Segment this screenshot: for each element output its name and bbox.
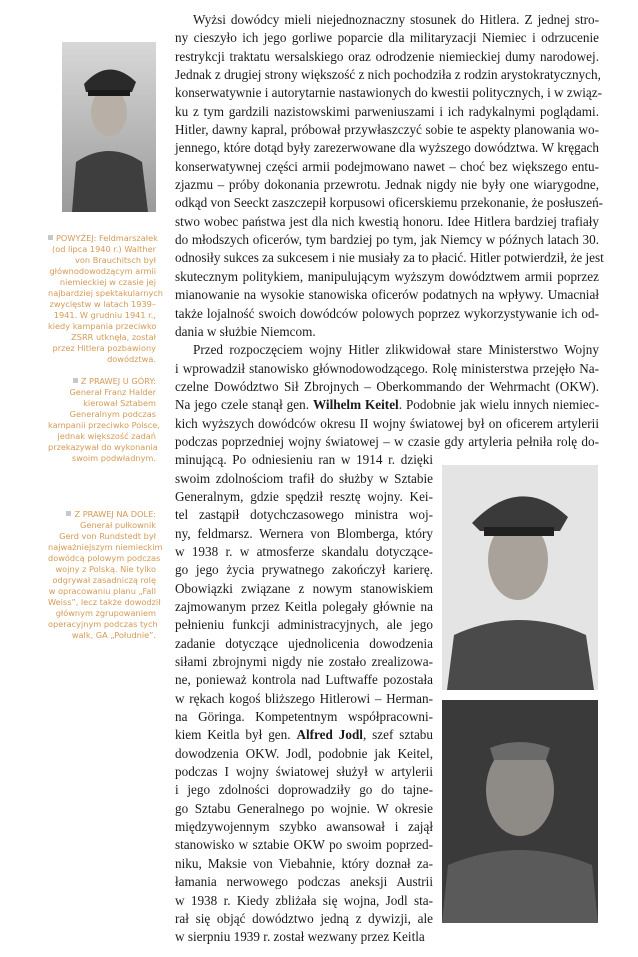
caption-line	[48, 531, 156, 542]
text-line	[175, 488, 433, 506]
text-line	[175, 121, 599, 139]
caption-brauchitsch	[48, 233, 163, 365]
text-line	[175, 873, 433, 891]
caption-text: swoim podwładnym.	[71, 453, 156, 463]
bullet-square-icon	[73, 378, 78, 383]
text-line	[175, 635, 433, 653]
caption-line	[48, 619, 156, 630]
text-line	[175, 305, 599, 323]
caption-line	[48, 376, 156, 387]
text-line	[175, 598, 433, 616]
caption-line	[48, 299, 156, 310]
bold-name: Wilhelm Keitel	[312, 397, 399, 413]
text-segment: międzywojennym szybko awansował i zajął	[175, 819, 433, 835]
text-segment: swoim zdolnościom trafił do służby w Sztabie	[175, 470, 433, 486]
caption-text: walk, GA „Południe”.	[71, 630, 156, 640]
caption-text: kampanii przeciwko Polsce,	[48, 420, 160, 430]
caption-text: głównym zgrupowaniem	[55, 608, 156, 618]
text-line	[175, 66, 599, 84]
caption-text: kiedy kampania przeciwko	[48, 321, 157, 331]
text-segment: i jego zdolności doprowadziły go do tajne-	[175, 782, 433, 798]
caption-text: von Brauchitsch był	[75, 255, 156, 265]
text-line	[175, 433, 599, 451]
text-segment: Jednak z drugiej strony większość z nich pochodziła z rodzin arystokratycznych,	[175, 67, 601, 83]
text-segment: . Podobnie jak wielu innych niemiec-	[398, 397, 599, 413]
caption-text: odgrywał zasadniczą rolę	[52, 575, 156, 585]
text-segment: Obowiązki związane z nowym stanowiskiem	[175, 580, 433, 596]
text-line	[175, 708, 433, 726]
caption-line	[48, 630, 156, 641]
text-line	[175, 231, 599, 249]
caption-line	[48, 542, 163, 553]
text-line	[175, 84, 603, 102]
caption-text: 1941. W grudniu 1941 r.,	[53, 310, 156, 320]
caption-line	[48, 597, 161, 608]
text-segment: minującą. Po odniesieniu ran w 1914 r. dzięki	[175, 452, 433, 468]
caption-text: najbardziej spektakularnych	[48, 288, 163, 298]
caption-text: jednak większość zadań	[57, 431, 156, 441]
caption-text: głównodowodzącym armii	[49, 266, 156, 276]
caption-line	[48, 233, 156, 244]
text-segment: podczas poprzedniej wojny światowej – w czasie gdy artyleria pełniła rolę do-	[175, 433, 599, 449]
text-line	[175, 176, 599, 194]
text-line	[175, 396, 599, 414]
text-line	[175, 525, 433, 543]
caption-line	[48, 321, 156, 332]
text-line	[175, 268, 599, 286]
text-line	[175, 892, 433, 910]
text-segment: w sierpniu 1939 r. został wezwany przez Keitla	[175, 929, 425, 945]
text-line	[175, 561, 433, 579]
caption-line	[48, 608, 156, 619]
text-line	[175, 836, 433, 854]
text-line	[175, 360, 599, 378]
bold-name: Alfred Jodl	[296, 727, 363, 743]
text-segment: konserwatywnie i autorytarnie nastawionych do kwestii politycznych, i w związ-	[175, 85, 603, 101]
text-line	[175, 378, 599, 396]
text-segment: , szef sztabu	[362, 727, 433, 743]
text-line	[175, 763, 433, 781]
text-segment: w 1938 r. Kiedy zbliżała się wojna, Jodl sta-	[175, 892, 433, 908]
caption-text: zwycięstw w latach 1939–	[49, 299, 156, 309]
text-segment: zjazmu – próby dokonania przewrotu. Jednak nigdy nie były one wiarygodne,	[175, 177, 599, 193]
text-line	[175, 910, 433, 928]
caption-text: Generał Franz Halder	[69, 387, 156, 397]
text-line	[175, 213, 599, 231]
caption-text: przez Hitlera pozbawiony	[52, 343, 156, 353]
text-segment: ny cieszyło ich jego gorliwe poparcie dla militaryzacji Niemiec i odrzucenie	[175, 30, 599, 46]
text-line	[175, 653, 433, 671]
caption-text: dowódcą polowym podczas	[48, 553, 161, 563]
caption-line	[48, 431, 156, 442]
caption-text: Z PRAWEJ NA DOLE:	[74, 509, 156, 519]
caption-line	[48, 409, 156, 420]
text-segment: skutecznym politykiem, manipulującym wyższym dowództwem armii poprzez	[175, 268, 599, 284]
caption-text: Generał pułkownik	[80, 520, 156, 530]
text-segment: Generalnym, gdzie spędził resztę wojny. Kei-	[175, 488, 433, 504]
text-line	[175, 323, 599, 341]
text-segment: restrykcji traktatu wersalskiego oraz odrodzenie niemieckiej dumy narodowej.	[175, 48, 599, 64]
caption-text: ZSRR utknęła, został	[71, 332, 156, 342]
text-segment: na Göringa. Kompetentnym współpracowni-	[175, 709, 433, 725]
bullet-square-icon	[66, 511, 71, 516]
caption-text: wojny z Polską. Nie tylko	[55, 564, 156, 574]
caption-text: kierował Sztabem	[83, 398, 156, 408]
caption-line	[48, 288, 163, 299]
caption-line	[48, 354, 156, 365]
text-segment: czelne Dowództwo Sił Zbrojnych – Oberkommando der Wehrmacht (OKW).	[175, 378, 599, 394]
text-segment: dowodzenia OKW. Jodl, podobnie jak Keitel,	[175, 745, 433, 761]
text-segment: i wprowadził stanowisko głównodowodzącego. Rolę ministerstwa przejęło Na-	[175, 360, 599, 376]
caption-text: dowództwa.	[107, 354, 156, 364]
caption-text: operacyjnym podczas tych	[48, 619, 158, 629]
caption-text: Generalnym podczas	[69, 409, 156, 419]
text-line	[175, 543, 433, 561]
text-line	[175, 781, 433, 799]
text-line	[175, 580, 433, 598]
caption-line	[48, 420, 160, 431]
text-segment: zadanie dotyczące ujednolicenia dowodzenia	[175, 635, 433, 651]
caption-line	[48, 387, 156, 398]
text-segment: go Sztabu Generalnego po wojnie. W okresie	[175, 800, 433, 816]
text-segment: ny, feldmarsz. Wernera von Blomberga, który	[175, 525, 433, 541]
caption-line	[48, 310, 156, 321]
caption-text: Weiss”, lecz także dowodził	[48, 597, 161, 607]
text-line	[175, 800, 433, 818]
bullet-square-icon	[48, 235, 53, 240]
text-line	[175, 690, 433, 708]
caption-line	[48, 575, 156, 586]
text-line	[175, 616, 433, 634]
text-segment: do młodszych oficerów, tym bardziej po tym, jak Niemcy w późnych latach 30.	[175, 232, 599, 248]
caption-line	[48, 332, 156, 343]
text-segment: w rękach kogoś bliższego Hitlerowi – Herman-	[175, 690, 433, 706]
text-segment: zajmowanym przez Keitla polegały głównie na	[175, 599, 433, 614]
caption-line	[48, 266, 156, 277]
text-segment: stwo wobec państwa jest dla nich kwestią honoru. Idee Hitlera bardziej trafiały	[175, 213, 599, 229]
text-line	[175, 11, 599, 29]
caption-text: Gerd von Rundstedt był	[59, 531, 156, 541]
text-line	[175, 341, 599, 359]
text-line	[175, 470, 433, 488]
caption-line	[48, 277, 156, 288]
text-line	[175, 726, 433, 744]
photo-brauchitsch	[62, 42, 156, 212]
caption-text: w opracowaniu planu „Fall	[48, 586, 156, 596]
text-segment: konserwatywnej części armii podejmowano nawet – choć bez większego entu-	[175, 158, 599, 174]
text-line	[175, 286, 599, 304]
text-segment: pełnieniu funkcji administracyjnych, ale jego	[175, 617, 433, 633]
caption-text: przekazywał do wykonania	[48, 442, 158, 452]
caption-line	[48, 343, 156, 354]
text-segment: go jego życia prywatnego zakończył karierę.	[175, 562, 433, 578]
caption-halder	[48, 376, 160, 464]
text-segment: ne, ponieważ kontrola nad Luftwaffe pozostała	[175, 672, 433, 688]
text-segment: tel zastąpił dotychczasowego ministra woj-	[175, 507, 433, 523]
caption-line	[48, 586, 156, 597]
text-segment: kich wyższych dowódców okresu II wojny światowej był on oficerem artylerii	[175, 415, 599, 431]
text-line	[175, 855, 433, 873]
text-segment: łamania nerwowego podczas aneksji Austrii	[175, 874, 433, 890]
caption-line	[48, 244, 156, 255]
text-segment: mianowanie na wysokie stanowiska oficerów podatnych na wpływy. Umacniał	[175, 287, 599, 303]
text-line	[175, 48, 599, 66]
caption-line	[48, 509, 156, 520]
caption-text: najważniejszym niemieckim	[48, 542, 163, 552]
caption-text: POWYŻEJ: Feldmarszałek	[56, 233, 158, 243]
text-line	[175, 415, 599, 433]
text-line	[175, 103, 599, 121]
text-segment: jennego, które dotąd były zarezerwowane dla wyższego dowództwa. W kręgach	[175, 140, 599, 156]
text-segment: kiem Keitla był gen.	[175, 727, 297, 743]
text-segment: podczas I wojny światowej służył w artylerii	[175, 764, 433, 780]
text-line	[175, 158, 599, 176]
text-segment: w 1938 r. w atmosferze skandalu dotyczące-	[175, 543, 433, 559]
caption-text: niemieckiej w czasie jej	[59, 277, 156, 287]
text-line	[175, 928, 433, 946]
text-line	[175, 139, 599, 157]
caption-line	[48, 255, 156, 266]
text-line	[175, 451, 433, 469]
text-segment: Wyżsi dowódcy mieli niejednoznaczny stosunek do Hitlera. Z jednej stro-	[193, 12, 599, 27]
caption-line	[48, 398, 156, 409]
text-segment: odnosiły sukces za sukcesem i nie musiały za to płacić. Hitler potwierdził, że jest	[175, 250, 604, 266]
caption-text: Z PRAWEJ U GÓRY:	[80, 376, 156, 386]
text-segment: rał się objąć dowództwo jedną z dywizji, ale	[175, 910, 433, 926]
caption-line	[48, 453, 156, 464]
text-segment: niku, Maksie von Viebahnie, który doznał za-	[175, 855, 433, 871]
text-segment: także lojalność swoich dowódców polowych poprzez wykorzystywanie ich od-	[175, 305, 599, 321]
text-segment: Przed rozpoczęciem wojny Hitler zlikwidował stare Ministerstwo Wojny	[193, 342, 599, 358]
article-body	[175, 11, 604, 947]
text-segment: odkąd von Seeckt zaszczepił korpusowi oficerskiemu przekonanie, że posłuszeń-	[175, 195, 604, 211]
caption-line	[48, 520, 156, 531]
text-line	[175, 249, 604, 267]
text-line	[175, 671, 433, 689]
caption-line	[48, 564, 156, 575]
text-segment: Hitler, dawny kapral, próbował przywłaszczyć sobie te aspekty planowania wo-	[175, 122, 599, 138]
text-segment: siłami zbrojnymi nigdy nie zostało zrealizowa-	[175, 654, 433, 670]
text-line	[175, 745, 433, 763]
text-line	[175, 194, 604, 212]
caption-line	[48, 553, 161, 564]
text-line	[175, 818, 433, 836]
caption-rundstedt	[48, 509, 163, 641]
text-segment: stanowisko w sztabie OKW po swoim poprzed-	[175, 837, 433, 853]
text-segment: ku z tym gardzili nazistowskimi parweniuszami i ich radykalnymi poglądami.	[175, 103, 599, 119]
text-line	[175, 506, 433, 524]
caption-line	[48, 442, 156, 453]
text-segment: Na jego czele stanął gen.	[175, 397, 313, 413]
text-segment: dania w służbie Niemcom.	[175, 323, 316, 339]
text-line	[175, 29, 599, 47]
caption-text: (od lipca 1940 r.) Walther	[52, 244, 156, 254]
